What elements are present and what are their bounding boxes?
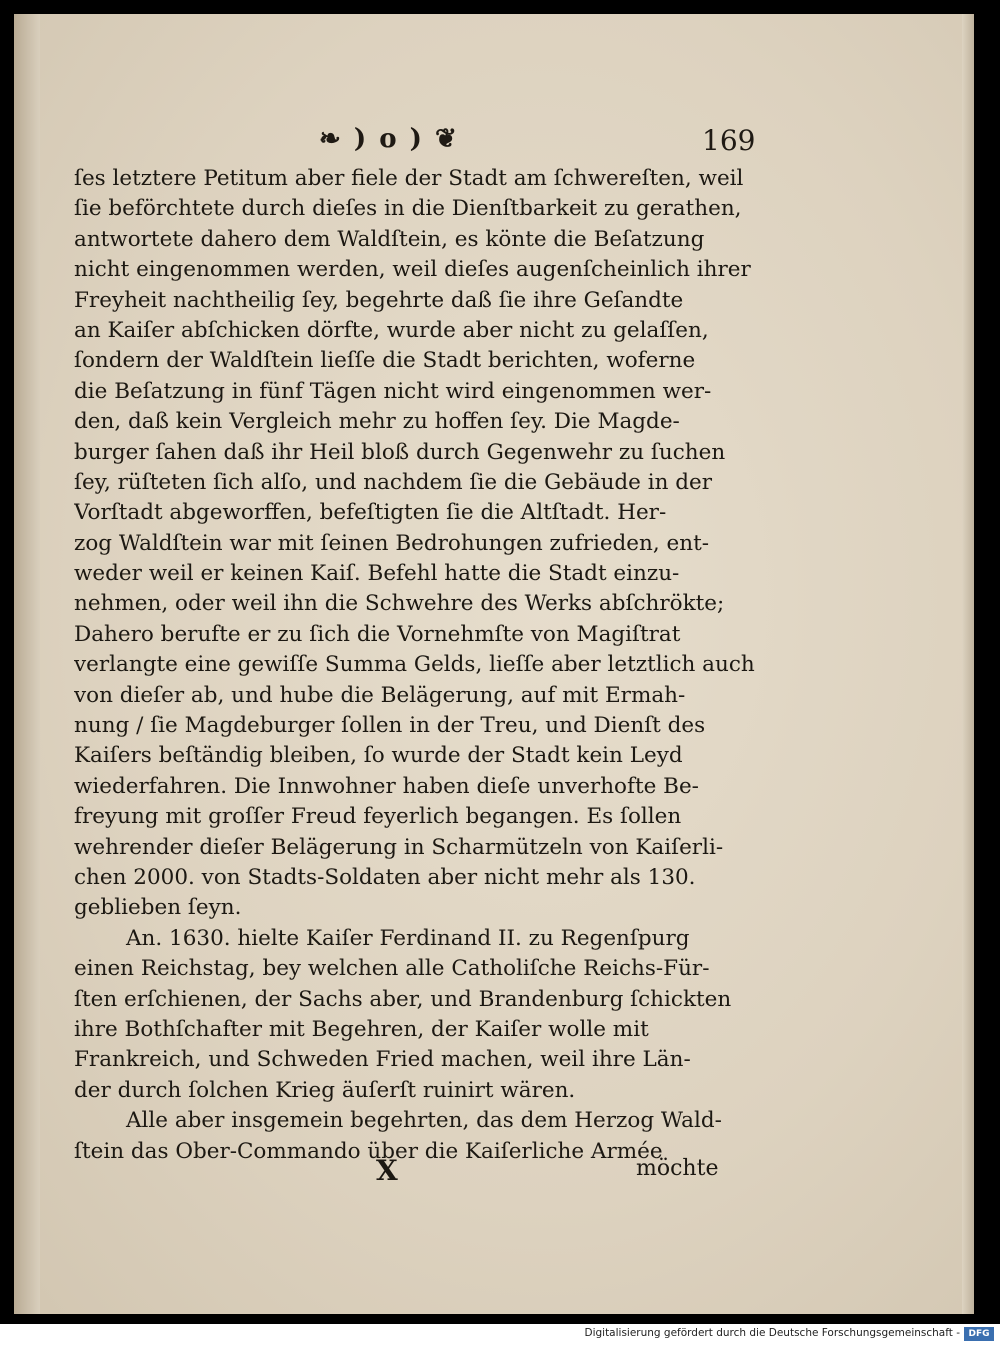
text-line: nicht eingenommen werden, weil dieſes augenſcheinlich ihrer [74,257,751,283]
text-line: die Beſatzung in fünf Tägen nicht wird eingenommen wer- [74,378,712,404]
text-line: von dieſer ab, und hube die Belägerung, auf mit Ermah- [74,682,686,708]
text-line: ſtein das Ober-Commando über die Kaiſerliche Armée [74,1138,663,1164]
text-line: ſes letztere Petitum aber fiele der Stadt am ſchwereſten, weil [74,166,744,191]
page-footer [14,1154,974,1194]
text-line: Kaiſers beſtändig bleiben, ſo wurde der Stadt kein Leyd [74,743,683,769]
paragraph-start-line: An. 1630. hielte Kaiſer Ferdinand II. zu Regenſpurg [126,925,690,951]
page-edge-shadow [962,14,974,1314]
text-line: antwortete dahero dem Waldſtein, es könte die Beſatzung [74,226,705,252]
text-line: wiederfahren. Die Innwohner haben dieſe unverhofte Be- [74,773,699,799]
body-text [74,164,774,1167]
text-line: Freyheit nachtheilig ſey, begehrte daß ſie ihre Geſandte [74,287,684,313]
page-header [14,118,974,158]
header-ornament: ❧ ) o ) ❦ [319,124,459,154]
text-line: der durch ſolchen Krieg äuſerſt ruinirt wären. [74,1077,576,1103]
page-number: 169 [702,124,756,157]
page-gutter-shadow [14,14,40,1314]
paragraph-start-line: Alle aber insgemein begehrten, das dem Herzog Wald- [126,1108,722,1134]
catchword: möchte [636,1156,719,1181]
text-line: Vorſtadt abgeworffen, befeſtigten ſie die Altſtadt. Her- [74,500,667,526]
text-line: geblieben ſeyn. [74,895,242,921]
text-line: den, daß kein Vergleich mehr zu hoffen ſey. Die Magde- [74,409,680,435]
signature-mark: X [376,1154,398,1187]
text-line: ſten erſchienen, der Sachs aber, und Brandenburg ſchickten [74,986,732,1012]
text-line: chen 2000. von Stadts-Soldaten aber nicht mehr als 130. [74,864,696,890]
text-line: nung / ſie Magdeburger ſollen in der Treu, und Dienſt des [74,713,706,739]
text-line: ſondern der Waldſtein lieſſe die Stadt berichten, woferne [74,348,696,374]
text-line: burger ſahen daß ihr Heil bloß durch Gegenwehr zu ſuchen [74,439,726,465]
text-line: wehrender dieſer Belägerung in Scharmützeln von Kaiſerli- [74,834,724,860]
text-line: ſie beförchtete durch dieſes in die Dienſtbarkeit zu gerathen, [74,196,742,222]
book-page [14,14,974,1314]
text-line: ſey, rüſteten ſich alſo, und nachdem ſie die Gebäude in der [74,469,713,495]
text-line: Frankreich, und Schweden Fried machen, weil ihre Län- [74,1047,691,1073]
text-line: an Kaiſer abſchicken dörfte, wurde aber nicht zu gelaſſen, [74,317,709,343]
credit-text: Digitalisierung gefördert durch die Deutsche Forschungsgemeinschaft - [584,1327,960,1339]
dfg-logo: DFG [964,1327,994,1341]
text-line: zog Waldſtein war mit ſeinen Bedrohungen zufrieden, ent- [74,530,710,556]
credit-bar [0,1324,1000,1345]
text-line: einen Reichstag, bey welchen alle Catholiſche Reichs-Für- [74,956,710,982]
text-line: weder weil er keinen Kaiſ. Befehl hatte die Stadt einzu- [74,561,680,587]
text-line: verlangte eine gewiſſe Summa Gelds, lieſſe aber letztlich auch [74,652,755,678]
text-line: nehmen, oder weil ihn die Schwehre des Werks abſchrökte; [74,591,725,617]
text-line: ihre Bothſchafter mit Begehren, der Kaiſer wolle mit [74,1016,649,1042]
text-line: Dahero berufte er zu ſich die Vornehmſte von Magiſtrat [74,621,681,647]
text-line: freyung mit groſſer Freud feyerlich begangen. Es ſollen [74,804,682,830]
